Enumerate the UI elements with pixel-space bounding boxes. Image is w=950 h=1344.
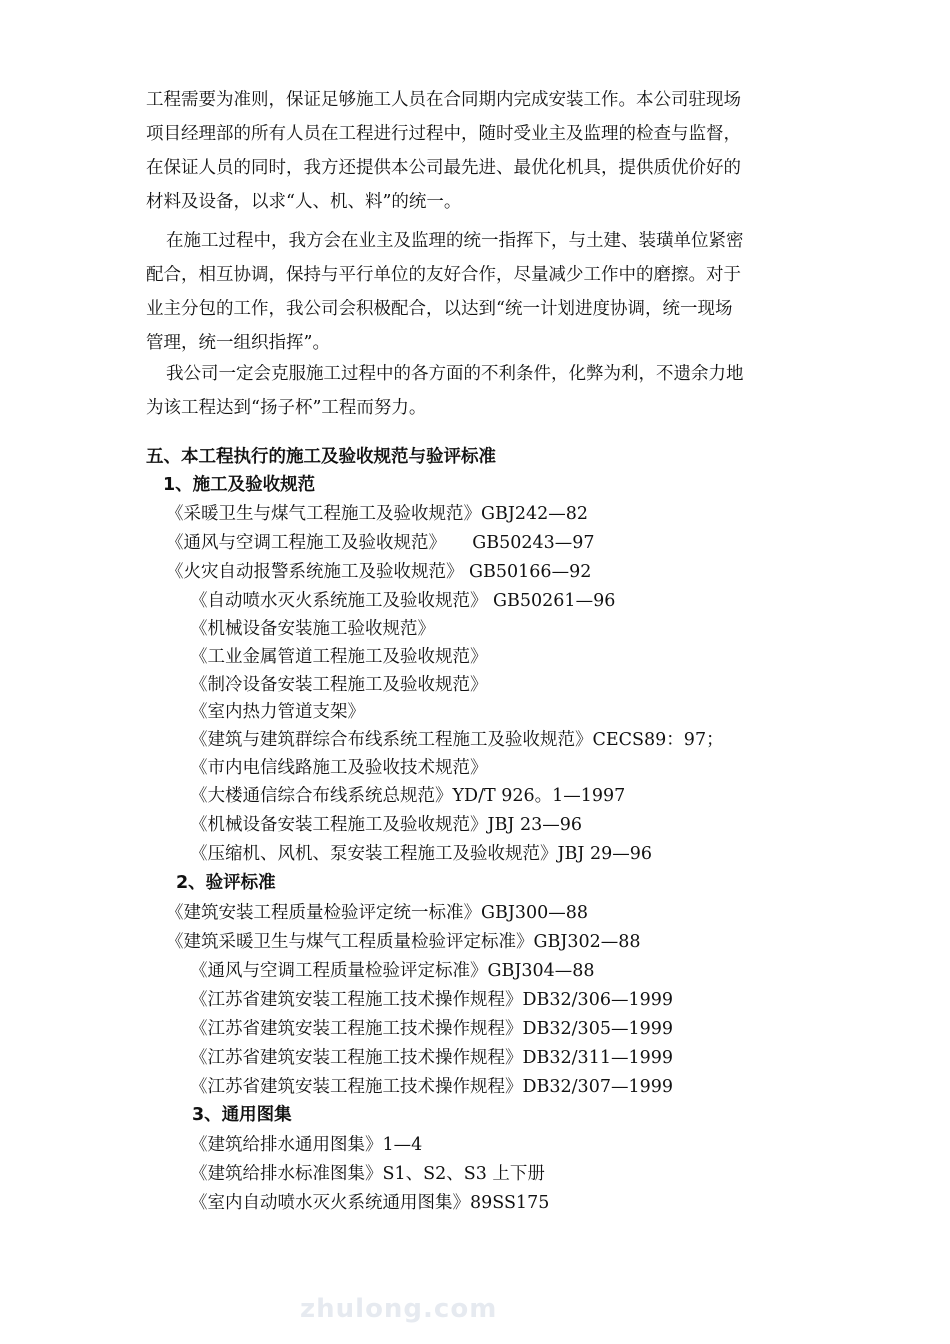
paragraph-line: 我公司一定会克服施工过程中的各方面的不利条件，化弊为利，不遗余力地 — [166, 364, 744, 384]
paragraph-line: 为该工程达到“扬子杯”工程而努力。 — [146, 398, 427, 418]
list-item: 《室内热力管道支架》 — [190, 702, 365, 722]
list-item: 《建筑安装工程质量检验评定统一标准》GBJ300—88 — [166, 903, 589, 923]
paragraph-line: 材料及设备，以求“人、机、料”的统一。 — [146, 192, 462, 212]
list-item: 《自动喷水灭火系统施工及验收规范》 GB50261—96 — [190, 591, 616, 611]
list-item: 《江苏省建筑安装工程施工技术操作规程》DB32/305—1999 — [190, 1019, 673, 1039]
list-item: 《机械设备安装工程施工及验收规范》JBJ 23—96 — [190, 815, 582, 835]
subsection-title-1: 1、施工及验收规范 — [163, 475, 316, 495]
subsection-title-3: 3、通用图集 — [192, 1105, 292, 1125]
paragraph-2 — [146, 224, 806, 360]
list-item: 《市内电信线路施工及验收技术规范》 — [190, 758, 488, 778]
list-item: 《大楼通信综合布线系统总规范》YD/T 926。1—1997 — [190, 786, 626, 806]
list-item: 《通风与空调工程施工及验收规范》 GB50243—97 — [166, 533, 595, 553]
paragraph-line: 在保证人员的同时，我方还提供本公司最先进、最优化机具，提供质优价好的 — [146, 158, 741, 178]
list-item: 《室内自动喷水灭火系统通用图集》89SS175 — [190, 1193, 550, 1213]
list-item: 《火灾自动报警系统施工及验收规范》 GB50166—92 — [166, 562, 592, 582]
paragraph-line: 业主分包的工作，我公司会积极配合，以达到“统一计划进度协调，统一现场 — [146, 299, 733, 319]
watermark: zhulong.com — [300, 1294, 498, 1324]
list-item: 《建筑采暖卫生与煤气工程质量检验评定标准》GBJ302—88 — [166, 932, 641, 952]
paragraph-line: 在施工过程中，我方会在业主及监理的统一指挥下，与土建、装璜单位紧密 — [166, 231, 744, 251]
paragraph-line: 项目经理部的所有人员在工程进行过程中，随时受业主及监理的检查与监督， — [146, 124, 741, 144]
paragraph-1 — [146, 83, 806, 219]
paragraph-3 — [146, 357, 806, 425]
list-item: 《通风与空调工程质量检验评定标准》GBJ304—88 — [190, 961, 595, 981]
paragraph-line: 管理，统一组织指挥”。 — [146, 333, 330, 353]
list-item: 《建筑与建筑群综合布线系统工程施工及验收规范》CECS89：97； — [190, 730, 724, 750]
section-title: 五、本工程执行的施工及验收规范与验评标准 — [146, 447, 496, 467]
list-item: 《建筑给排水通用图集》1—4 — [190, 1135, 423, 1155]
list-item: 《工业金属管道工程施工及验收规范》 — [190, 647, 488, 667]
list-item: 《江苏省建筑安装工程施工技术操作规程》DB32/307—1999 — [190, 1077, 673, 1097]
list-item: 《建筑给排水标准图集》S1、S2、S3 上下册 — [190, 1164, 545, 1184]
list-item: 《江苏省建筑安装工程施工技术操作规程》DB32/311—1999 — [190, 1048, 673, 1068]
subsection-title-2: 2、验评标准 — [176, 873, 276, 893]
list-item: 《压缩机、风机、泵安装工程施工及验收规范》JBJ 29—96 — [190, 844, 652, 864]
list-item: 《机械设备安装施工验收规范》 — [190, 619, 435, 639]
paragraph-line: 工程需要为准则，保证足够施工人员在合同期内完成安装工作。本公司驻现场 — [146, 90, 741, 110]
list-item: 《江苏省建筑安装工程施工技术操作规程》DB32/306—1999 — [190, 990, 673, 1010]
list-item: 《制冷设备安装工程施工及验收规范》 — [190, 675, 488, 695]
paragraph-line: 配合，相互协调，保持与平行单位的友好合作，尽量减少工作中的磨擦。对于 — [146, 265, 741, 285]
list-item: 《采暖卫生与煤气工程施工及验收规范》GBJ242—82 — [166, 504, 589, 524]
